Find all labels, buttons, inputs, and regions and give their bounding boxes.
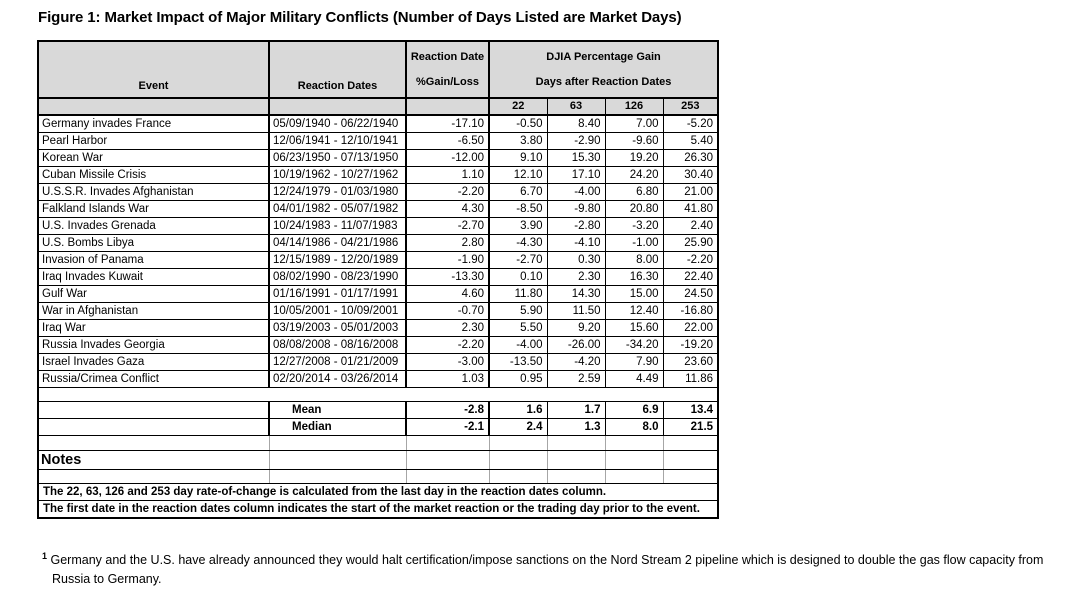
event-cell: Iraq War: [38, 320, 269, 337]
table-row: [38, 286, 718, 303]
table-row: [38, 218, 718, 235]
note-line-2: The first date in the reaction dates column indicates the start of the market reaction or the trading day prior to the event.: [38, 501, 718, 519]
day-63-cell: -9.80: [547, 201, 605, 218]
summary-day-253-cell: 13.4: [663, 402, 718, 419]
day-253-cell: 26.30: [663, 150, 718, 167]
table-row: [38, 184, 718, 201]
summary-label: Median: [269, 419, 406, 436]
event-cell: Israel Invades Gaza: [38, 354, 269, 371]
summary-gain-cell: -2.1: [406, 419, 489, 436]
djia-header-line1: DJIA Percentage Gain: [546, 51, 661, 63]
col-header-day-22: 22: [489, 98, 547, 115]
table-header: [38, 41, 718, 115]
col-header-reaction-dates: Reaction Dates: [269, 41, 406, 98]
reaction-dates-cell: 01/16/1991 - 01/17/1991: [269, 286, 406, 303]
gain-loss-cell: 4.60: [406, 286, 489, 303]
day-126-cell: 15.00: [605, 286, 663, 303]
event-cell: Gulf War: [38, 286, 269, 303]
day-22-cell: 6.70: [489, 184, 547, 201]
gain-loss-cell: -12.00: [406, 150, 489, 167]
day-126-cell: 6.80: [605, 184, 663, 201]
footnote: [42, 547, 1065, 589]
day-63-cell: -2.90: [547, 133, 605, 150]
gain-loss-cell: -6.50: [406, 133, 489, 150]
day-253-cell: 41.80: [663, 201, 718, 218]
event-cell: Germany invades France: [38, 115, 269, 133]
reaction-dates-cell: 12/27/2008 - 01/21/2009: [269, 354, 406, 371]
event-cell: Russia Invades Georgia: [38, 337, 269, 354]
col-header-gain-loss: [406, 41, 489, 98]
day-63-cell: -2.80: [547, 218, 605, 235]
table-row: [38, 115, 718, 133]
gain-loss-cell: -13.30: [406, 269, 489, 286]
event-cell: U.S. Invades Grenada: [38, 218, 269, 235]
reaction-dates-cell: 05/09/1940 - 06/22/1940: [269, 115, 406, 133]
note-line-row: [38, 484, 718, 501]
reaction-dates-cell: 02/20/2014 - 03/26/2014: [269, 371, 406, 388]
day-63-cell: 2.30: [547, 269, 605, 286]
col-header-event: Event: [38, 41, 269, 98]
day-253-cell: -2.20: [663, 252, 718, 269]
gain-loss-cell: 2.80: [406, 235, 489, 252]
subheader-empty-gain: [406, 98, 489, 115]
day-63-cell: 17.10: [547, 167, 605, 184]
day-63-cell: 15.30: [547, 150, 605, 167]
notes-section: [38, 436, 718, 519]
day-22-cell: 5.50: [489, 320, 547, 337]
reaction-dates-cell: 03/19/2003 - 05/01/2003: [269, 320, 406, 337]
col-header-day-253: 253: [663, 98, 718, 115]
table-row: [38, 303, 718, 320]
table-row: [38, 354, 718, 371]
event-cell: Russia/Crimea Conflict: [38, 371, 269, 388]
summary-gain-cell: -2.8: [406, 402, 489, 419]
day-63-cell: 14.30: [547, 286, 605, 303]
day-63-cell: 0.30: [547, 252, 605, 269]
gain-loss-header-line2: %Gain/Loss: [416, 76, 479, 88]
day-253-cell: 21.00: [663, 184, 718, 201]
day-22-cell: 9.10: [489, 150, 547, 167]
reaction-dates-cell: 06/23/1950 - 07/13/1950: [269, 150, 406, 167]
day-63-cell: 2.59: [547, 371, 605, 388]
day-126-cell: 4.49: [605, 371, 663, 388]
day-126-cell: 16.30: [605, 269, 663, 286]
col-header-day-63: 63: [547, 98, 605, 115]
day-126-cell: -34.20: [605, 337, 663, 354]
day-22-cell: 5.90: [489, 303, 547, 320]
day-126-cell: 20.80: [605, 201, 663, 218]
reaction-dates-cell: 12/06/1941 - 12/10/1941: [269, 133, 406, 150]
day-126-cell: 19.20: [605, 150, 663, 167]
event-rows: [38, 115, 718, 388]
summary-empty-cell: [38, 419, 269, 436]
event-cell: War in Afghanistan: [38, 303, 269, 320]
gain-loss-header-line1: Reaction Date: [410, 51, 485, 63]
summary-label: Mean: [269, 402, 406, 419]
day-126-cell: -3.20: [605, 218, 663, 235]
day-22-cell: 0.10: [489, 269, 547, 286]
day-253-cell: 5.40: [663, 133, 718, 150]
day-253-cell: 11.86: [663, 371, 718, 388]
gain-loss-cell: -2.20: [406, 184, 489, 201]
event-cell: Invasion of Panama: [38, 252, 269, 269]
day-126-cell: -1.00: [605, 235, 663, 252]
table-row: [38, 201, 718, 218]
day-63-cell: -4.20: [547, 354, 605, 371]
day-126-cell: 7.00: [605, 115, 663, 133]
day-126-cell: 12.40: [605, 303, 663, 320]
gain-loss-cell: 1.10: [406, 167, 489, 184]
spacer-row: [38, 388, 718, 402]
day-22-cell: -8.50: [489, 201, 547, 218]
day-22-cell: 3.80: [489, 133, 547, 150]
djia-header-line2: Days after Reaction Dates: [535, 76, 672, 88]
table-row: [38, 320, 718, 337]
gain-loss-cell: 2.30: [406, 320, 489, 337]
reaction-dates-cell: 10/24/1983 - 11/07/1983: [269, 218, 406, 235]
gain-loss-cell: -0.70: [406, 303, 489, 320]
day-63-cell: 8.40: [547, 115, 605, 133]
day-126-cell: 15.60: [605, 320, 663, 337]
col-header-day-126: 126: [605, 98, 663, 115]
table-row: [38, 337, 718, 354]
day-63-cell: 11.50: [547, 303, 605, 320]
summary-day-22-cell: 2.4: [489, 419, 547, 436]
day-63-cell: -26.00: [547, 337, 605, 354]
summary-day-22-cell: 1.6: [489, 402, 547, 419]
reaction-dates-cell: 04/01/1982 - 05/07/1982: [269, 201, 406, 218]
reaction-dates-cell: 04/14/1986 - 04/21/1986: [269, 235, 406, 252]
day-126-cell: 8.00: [605, 252, 663, 269]
table-row: [38, 252, 718, 269]
summary-day-253-cell: 21.5: [663, 419, 718, 436]
table-row: [38, 167, 718, 184]
summary-day-126-cell: 6.9: [605, 402, 663, 419]
footnote-marker: 1: [42, 551, 48, 561]
day-253-cell: 24.50: [663, 286, 718, 303]
reaction-dates-cell: 08/08/2008 - 08/16/2008: [269, 337, 406, 354]
notes-heading: Notes: [38, 451, 269, 470]
day-253-cell: 2.40: [663, 218, 718, 235]
gain-loss-cell: 1.03: [406, 371, 489, 388]
summary-row: [38, 419, 718, 436]
figure-title: Figure 1: Market Impact of Major Military Conflicts (Number of Days Listed are Market Days): [38, 9, 682, 26]
table-row: [38, 371, 718, 388]
summary-day-126-cell: 8.0: [605, 419, 663, 436]
day-22-cell: -13.50: [489, 354, 547, 371]
day-126-cell: 7.90: [605, 354, 663, 371]
day-22-cell: -4.30: [489, 235, 547, 252]
day-253-cell: 25.90: [663, 235, 718, 252]
empty-grid-row: [38, 470, 718, 484]
gain-loss-cell: -3.00: [406, 354, 489, 371]
day-253-cell: 30.40: [663, 167, 718, 184]
summary-row: [38, 402, 718, 419]
conflicts-table: [37, 40, 719, 519]
note-line-1: The 22, 63, 126 and 253 day rate-of-change is calculated from the last day in the reaction dates column.: [38, 484, 718, 501]
event-cell: Pearl Harbor: [38, 133, 269, 150]
day-253-cell: 22.40: [663, 269, 718, 286]
table-row: [38, 235, 718, 252]
day-253-cell: -16.80: [663, 303, 718, 320]
table-row: [38, 150, 718, 167]
gain-loss-cell: -2.20: [406, 337, 489, 354]
col-header-djia: [489, 41, 718, 98]
reaction-dates-cell: 08/02/1990 - 08/23/1990: [269, 269, 406, 286]
day-63-cell: 9.20: [547, 320, 605, 337]
summary-day-63-cell: 1.7: [547, 402, 605, 419]
summary-day-63-cell: 1.3: [547, 419, 605, 436]
empty-grid-row: [38, 436, 718, 451]
day-22-cell: -2.70: [489, 252, 547, 269]
reaction-dates-cell: 12/15/1989 - 12/20/1989: [269, 252, 406, 269]
gain-loss-cell: -17.10: [406, 115, 489, 133]
table-row: [38, 133, 718, 150]
day-22-cell: 3.90: [489, 218, 547, 235]
note-line-row: [38, 501, 718, 519]
day-253-cell: 23.60: [663, 354, 718, 371]
event-cell: U.S. Bombs Libya: [38, 235, 269, 252]
subheader-empty-event: [38, 98, 269, 115]
day-253-cell: 22.00: [663, 320, 718, 337]
event-cell: Iraq Invades Kuwait: [38, 269, 269, 286]
day-22-cell: 0.95: [489, 371, 547, 388]
day-63-cell: -4.00: [547, 184, 605, 201]
reaction-dates-cell: 10/19/1962 - 10/27/1962: [269, 167, 406, 184]
summary-rows: [38, 402, 718, 436]
day-22-cell: 12.10: [489, 167, 547, 184]
gain-loss-cell: -2.70: [406, 218, 489, 235]
reaction-dates-cell: 10/05/2001 - 10/09/2001: [269, 303, 406, 320]
day-22-cell: 11.80: [489, 286, 547, 303]
event-cell: Cuban Missile Crisis: [38, 167, 269, 184]
event-cell: U.S.S.R. Invades Afghanistan: [38, 184, 269, 201]
event-cell: Falkland Islands War: [38, 201, 269, 218]
day-22-cell: -0.50: [489, 115, 547, 133]
gain-loss-cell: -1.90: [406, 252, 489, 269]
notes-heading-row: [38, 451, 718, 470]
subheader-empty-dates: [269, 98, 406, 115]
day-126-cell: 24.20: [605, 167, 663, 184]
event-cell: Korean War: [38, 150, 269, 167]
day-253-cell: -19.20: [663, 337, 718, 354]
gain-loss-cell: 4.30: [406, 201, 489, 218]
day-253-cell: -5.20: [663, 115, 718, 133]
day-63-cell: -4.10: [547, 235, 605, 252]
reaction-dates-cell: 12/24/1979 - 01/03/1980: [269, 184, 406, 201]
table-row: [38, 269, 718, 286]
day-22-cell: -4.00: [489, 337, 547, 354]
day-126-cell: -9.60: [605, 133, 663, 150]
footnote-text: Germany and the U.S. have already announced they would halt certification/impose sanctions on the Nord Stream 2 pipeline which is designed to double the gas flow capacity from Russia to Germany.: [50, 553, 1044, 587]
summary-empty-cell: [38, 402, 269, 419]
